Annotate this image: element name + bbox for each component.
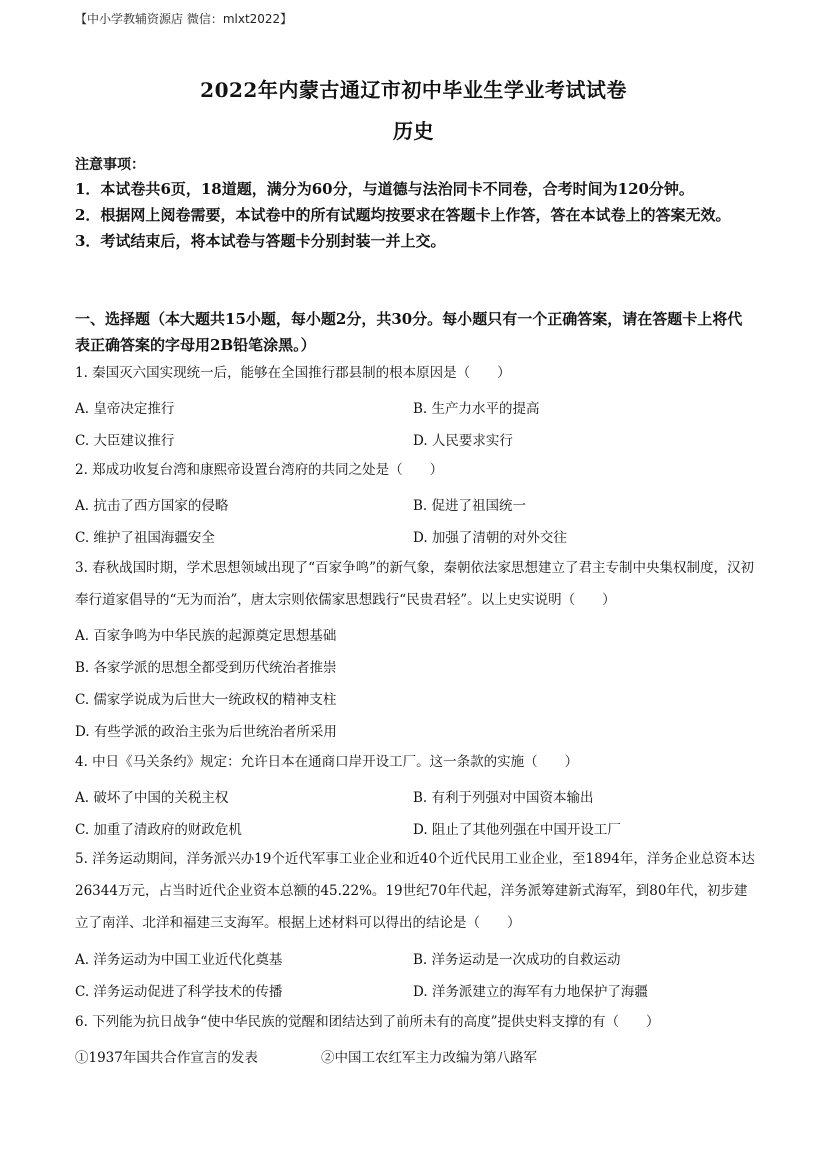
option-c: C. 加重了清政府的财政危机 [75, 822, 242, 838]
option-b: B. 生产力水平的提高 [413, 401, 540, 417]
option-d: D. 人民要求实行 [413, 433, 513, 449]
option-a: A. 洋务运动为中国工业近代化奠基 [75, 952, 283, 968]
option-c: C. 维护了祖国海疆安全 [75, 530, 215, 546]
option-b: B. 促进了祖国统一 [413, 498, 527, 514]
option-d: D. 加强了清朝的对外交往 [413, 530, 567, 546]
question-5-options-row-2 [75, 980, 755, 1002]
option-c: C. 洋务运动促进了科学技术的传播 [75, 984, 283, 1000]
exam-title: 2022年内蒙古通辽市初中毕业生学业考试试卷 [200, 78, 627, 102]
notice-item: 3．考试结束后，将本试卷与答题卡分别封装一并上交。 [75, 232, 446, 250]
option-a: A. 皇帝决定推行 [75, 401, 175, 417]
question-4-options-row-2 [75, 818, 755, 840]
option-d: D. 有些学派的政治主张为后世统治者所采用 [75, 724, 337, 740]
option-b: B. 洋务运动是一次成功的自救运动 [413, 952, 621, 968]
question-6-stem: 6. 下列能为抗日战争“使中华民族的觉醒和团结达到了前所未有的高度”提供史料支撑的有（ ） [75, 1014, 660, 1030]
question-4-stem: 4. 中日《马关条约》规定：允许日本在通商口岸开设工厂。这一条款的实施（ ） [75, 754, 579, 770]
notice-list [75, 176, 755, 254]
question-2-options-row-1 [75, 494, 755, 516]
question-1-options-row-2 [75, 429, 755, 451]
option-a: A. 百家争鸣为中华民族的起源奠定思想基础 [75, 628, 337, 644]
option-c: C. 大臣建议推行 [75, 433, 175, 449]
option-b: B. 各家学派的思想全都受到历代统治者推崇 [75, 660, 337, 676]
option-c: C. 儒家学说成为后世大一统政权的精神支柱 [75, 692, 337, 708]
option-a: A. 破坏了中国的关税主权 [75, 790, 229, 806]
option-d: D. 洋务派建立的海军有力地保护了海疆 [413, 984, 648, 1000]
question-2-options-row-2 [75, 526, 755, 548]
option-d: D. 阻止了其他列强在中国开设工厂 [413, 822, 621, 838]
question-1-stem: 1. 秦国灭六国实现统一后，能够在全国推行郡县制的根本原因是（ ） [75, 365, 511, 381]
section-heading: 一、选择题（本大题共15小题，每小题2分，共30分。每小题只有一个正确答案，请在答题卡上将代表正确答案的字母用2B铅笔涂黑。） [75, 310, 743, 354]
item-1: ①1937年国共合作宣言的发表 [75, 1050, 258, 1066]
question-5-options-row-1 [75, 948, 755, 970]
exam-subject: 历史 [393, 119, 434, 143]
option-a: A. 抗击了西方国家的侵略 [75, 498, 229, 514]
notice-heading: 注意事项： [75, 157, 145, 173]
header-tag: 【中小学教辅资源店 微信：mlxt2022】 [75, 12, 293, 26]
question-4-options-row-1 [75, 786, 755, 808]
item-2: ②中国工农红军主力改编为第八路军 [321, 1050, 537, 1066]
notice-item: 2．根据网上阅卷需要，本试卷中的所有试题均按要求在答题卡上作答，答在本试卷上的答案无效。 [75, 206, 731, 224]
option-b: B. 有利于列强对中国资本输出 [413, 790, 594, 806]
notice-item: 1．本试卷共6页，18道题，满分为60分，与道德与法治同卡不同卷，合考时间为120分钟。 [75, 180, 694, 198]
question-5-stem: 5. 洋务运动期间，洋务派兴办19个近代军事工业企业和近40个近代民用工业企业，至1894年，洋务企业总资本达26344万元，占当时近代企业资本总额的45.22%。19世纪70年代起，洋务派筹建新式海军，到80年代，初步建立了南洋、北洋和福建三支海军。根据上述材料可以得出的结论是（ ） [75, 851, 755, 931]
question-2-stem: 2. 郑成功收复台湾和康熙帝设置台湾府的共同之处是（ ） [75, 462, 444, 478]
question-3-stem: 3. 春秋战国时期，学术思想领域出现了“百家争鸣”的新气象，秦朝依法家思想建立了君主专制中央集权制度，汉初奉行道家倡导的“无为而治”，唐太宗则依儒家思想践行“民贵君轻”。以上史实说明（ ） [75, 560, 754, 608]
question-1-options-row-1 [75, 397, 755, 419]
question-6-items-row [75, 1046, 755, 1068]
